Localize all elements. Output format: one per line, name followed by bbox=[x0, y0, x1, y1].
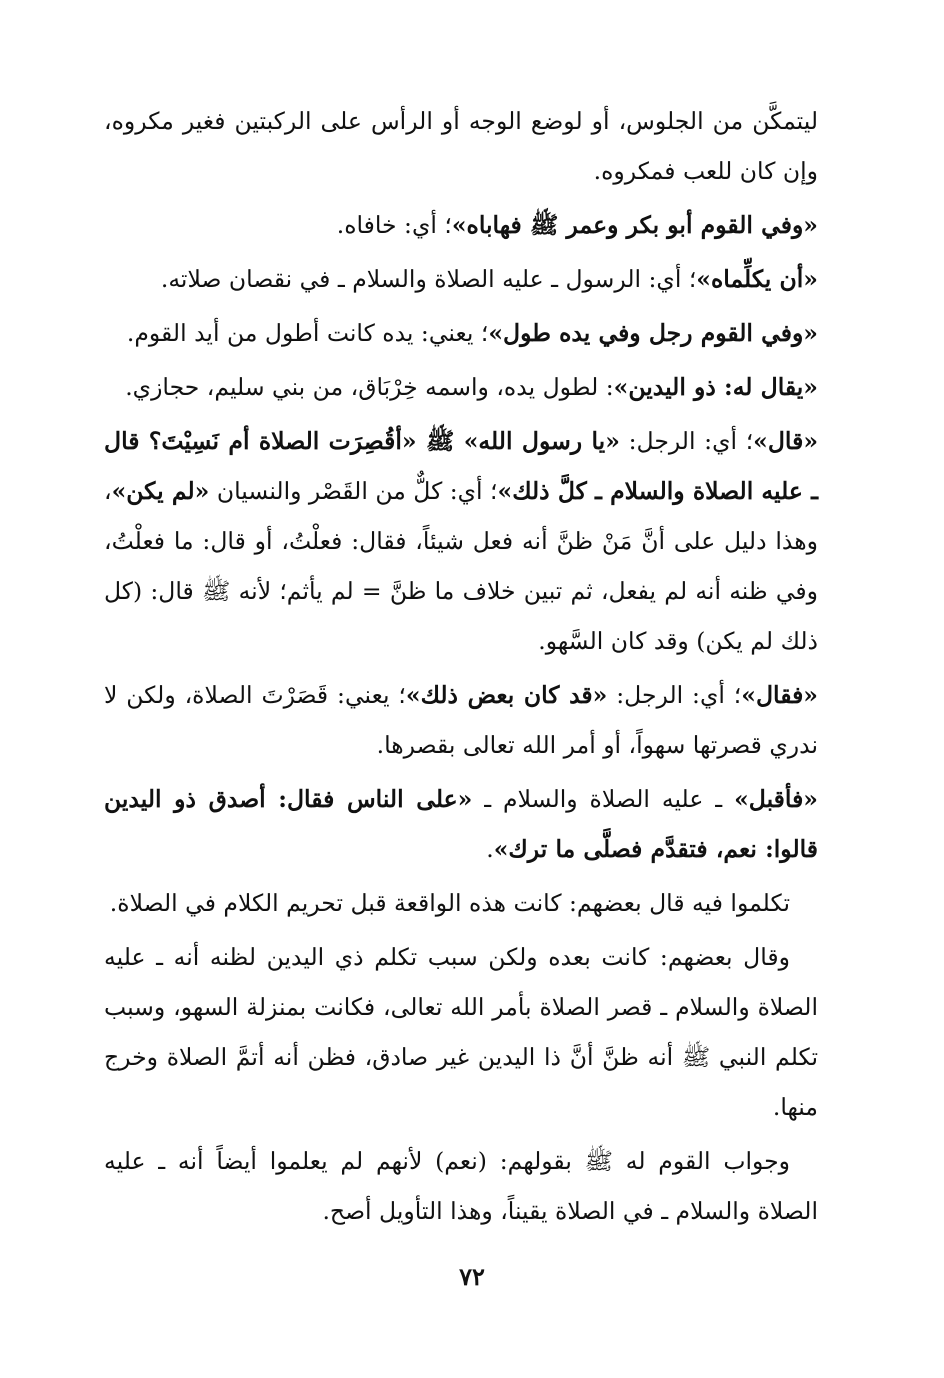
paragraph bbox=[104, 416, 818, 666]
paragraph bbox=[104, 254, 818, 304]
paragraph bbox=[104, 1136, 818, 1236]
commentary-text: ؛ أي: الرجل: bbox=[619, 427, 754, 455]
commentary-text: وقال بعضهم: كانت بعده ولكن سبب تكلم ذي اليدين لظنه أنه ـ عليه الصلاة والسلام ـ قصر الصلاة بأمر الله تعالى، فكانت بمنزلة السهو، وسبب تكلم النبي ﷺ أنه ظنَّ أنَّ ذا اليدين غير صادق، فظن أنه أتمَّ الصلاة وخرج منها. bbox=[104, 943, 818, 1121]
hadith-quote: «فقال» bbox=[741, 681, 818, 709]
hadith-quote: «قد كان بعض ذلك» bbox=[405, 681, 608, 709]
commentary-text: . bbox=[486, 835, 494, 863]
commentary-text: تكلموا فيه قال بعضهم: كانت هذه الواقعة قبل تحريم الكلام في الصلاة. bbox=[109, 889, 790, 917]
text-segment: ليتمكَّن من الجلوس، أو لوضع الوجه أو الرأس على الركبتين فغير مكروه، وإن كان للعب فمكروه. bbox=[104, 107, 818, 185]
hadith-quote: «وفي القوم أبو بكر وعمر ﷺ فهاباه» bbox=[451, 211, 818, 239]
hadith-quote: «فأقبل» bbox=[734, 785, 818, 813]
body-text bbox=[104, 96, 818, 1236]
page-number: ٧٢ bbox=[459, 1262, 485, 1291]
paragraph bbox=[104, 932, 818, 1132]
paragraph bbox=[104, 774, 818, 874]
hadith-quote: «أن يكلِّماه» bbox=[696, 265, 818, 293]
hadith-quote: «لم يكن» bbox=[111, 477, 210, 505]
commentary-text: ؛ يعني: يده كانت أطول من أيد القوم. bbox=[126, 319, 489, 347]
paragraph bbox=[104, 308, 818, 358]
paragraph bbox=[104, 670, 818, 770]
commentary-text: ؛ أي: خافاه. bbox=[336, 211, 452, 239]
commentary-text: وجواب القوم له ﷺ بقولهم: (نعم) لأنهم لم يعلموا أيضاً أنه ـ عليه الصلاة والسلام ـ في الصلاة يقيناً، وهذا التأويل أصح. bbox=[104, 1147, 818, 1225]
hadith-quote: «قال» bbox=[753, 427, 819, 455]
paragraph bbox=[104, 878, 818, 928]
hadith-quote: «على الناس فقال: أصدق ذو اليدين قالوا: نعم، فتقدَّم فصلَّى ما ترك» bbox=[104, 785, 818, 863]
commentary-text: ؛ أي: الرجل: bbox=[607, 681, 742, 709]
commentary-text: ؛ أي: كلٌّ من القَصْر والنسيان bbox=[209, 477, 498, 505]
commentary-text: ؛ أي: الرسول ـ عليه الصلاة والسلام ـ في نقصان صلاته. bbox=[160, 265, 697, 293]
hadith-quote: «يقال له: ذو اليدين» bbox=[613, 373, 818, 401]
commentary-text: ، وهذا دليل على أنَّ مَنْ ظنَّ أنه فعل شيئاً، فقال: فعلْتُ، أو قال: ما فعلْتُ، وفي ظنه أنه لم يفعل، ثم تبين خلاف ما ظنَّ = لم يأثم؛ لأنه ﷺ قال: (كل ذلك لم يكن) وقد كان السَّهو. bbox=[104, 477, 818, 655]
commentary-text: ؛ يعني: قَصَرْتَ الصلاة، ولكن لا ندري قصرتها سهواً، أو أمر الله تعالى بقصرها. bbox=[104, 681, 818, 759]
commentary-text: : لطول يده، واسمه خِرْبَاق، من بني سليم، حجازي. bbox=[125, 373, 614, 401]
hadith-quote: «وفي القوم رجل وفي يده طول» bbox=[488, 319, 818, 347]
paragraph bbox=[104, 96, 818, 196]
paragraph bbox=[104, 200, 818, 250]
paragraph bbox=[104, 362, 818, 412]
hadith-quote: «يا رسول الله» ﷺ «أقُصِرَت الصلاة أم نَسِيْتَ؟ قال ـ عليه الصلاة والسلام ـ كلَّ ذلك» bbox=[104, 427, 818, 505]
commentary-text: ـ عليه الصلاة والسلام ـ bbox=[472, 785, 735, 813]
